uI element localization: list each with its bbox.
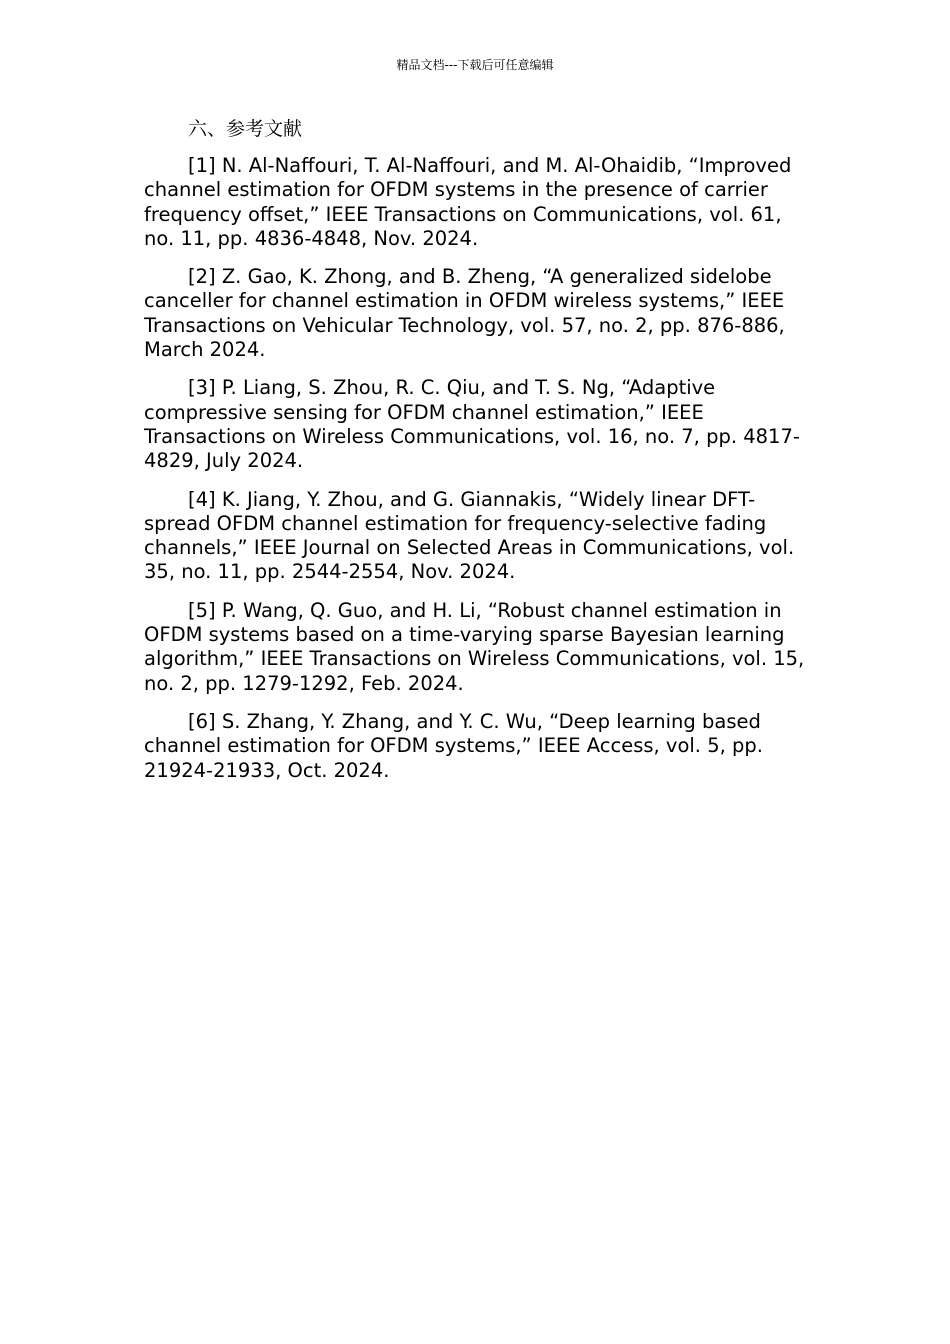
document-body bbox=[144, 116, 808, 797]
section-title: 六、参考文献 bbox=[188, 118, 303, 140]
page-header: 精品文档---下载后可任意编辑 bbox=[396, 58, 554, 72]
reference-item: [3] P. Liang, S. Zhou, R. C. Qiu, and T. S. Ng, “Adaptive compressive sensing for OFDM channel estimation,” IEEE Transactions on Wireless Communications, vol. 16, no. 7, pp. 4817-4829, July 2024. bbox=[144, 376, 800, 473]
reference-item: [1] N. Al-Naffouri, T. Al-Naffouri, and M. Al-Ohaidib, “Improved channel estimation for OFDM systems in the presence of carrier frequency offset,” IEEE Transactions on Communications, vol. 61, no. 11, pp. 4836-4848, Nov. 2024. bbox=[144, 154, 792, 250]
reference-item: [5] P. Wang, Q. Guo, and H. Li, “Robust channel estimation in OFDM systems based on a time-varying sparse Bayesian learning algorithm,” IEEE Transactions on Wireless Communications, vol. 15, no. 2, pp. 1279-1292, Feb. 2024. bbox=[144, 598, 805, 695]
reference-item: [6] S. Zhang, Y. Zhang, and Y. C. Wu, “Deep learning based channel estimation for OFDM systems,” IEEE Access, vol. 5, pp. 21924-21933, Oct. 2024. bbox=[144, 709, 763, 782]
reference-item: [2] Z. Gao, K. Zhong, and B. Zheng, “A generalized sidelobe canceller for channel estimation in OFDM wireless systems,” IEEE Transactions on Vehicular Technology, vol. 57, no. 2, pp. 876-886, March 2024. bbox=[144, 265, 785, 362]
reference-item: [4] K. Jiang, Y. Zhou, and G. Giannakis, “Widely linear DFT-spread OFDM channel estimation for frequency-selective fading channels,” IEEE Journal on Selected Areas in Communications, vol. 35, no. 11, pp. 2544-2554, Nov. 2024. bbox=[144, 487, 795, 584]
